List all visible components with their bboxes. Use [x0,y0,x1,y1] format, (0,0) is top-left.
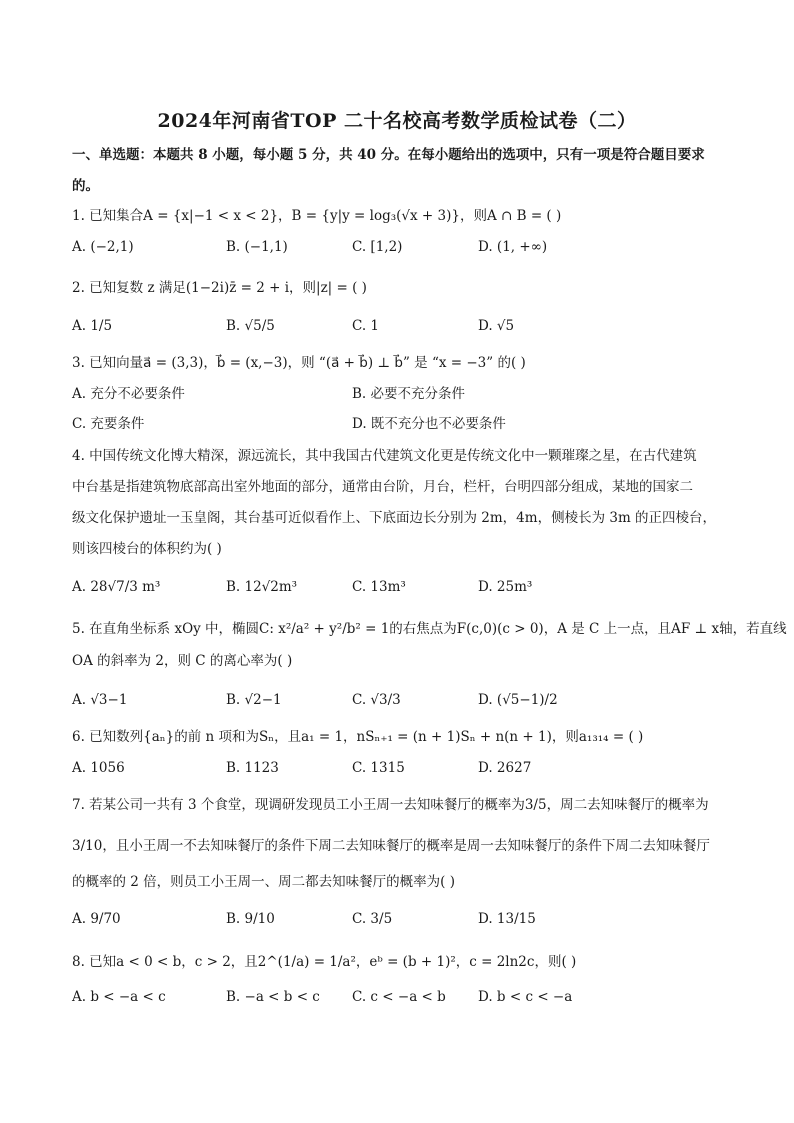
q2-option-a: A. 1/5 [72,318,113,334]
question-5-line-2: OA 的斜率为 2，则 C 的离心率为( ) [72,653,293,669]
q3-option-b: B. 必要不充分条件 [352,386,466,402]
q3-option-d: D. 既不充分也不必要条件 [352,416,506,432]
q7-option-c: C. 3/5 [352,911,393,927]
q8-option-a: A. b < −a < c [72,989,166,1005]
q4-option-d: D. 25m³ [478,579,533,595]
q4-option-a: A. 28√7/3 m³ [72,579,161,595]
q6-option-b: B. 1123 [226,760,279,776]
question-7-line-1: 7. 若某公司一共有 3 个食堂，现调研发现员工小王周一去知味餐厅的概率为3/5，周二去知味餐厅的概率为 [72,797,709,813]
q7-option-d: D. 13/15 [478,911,536,927]
q6-option-c: C. 1315 [352,760,405,776]
q1-option-a: A. (−2,1) [72,239,134,255]
question-4-line-4: 则该四棱台的体积约为( ) [72,541,222,557]
exam-title: 2024年河南省TOP 二十名校高考数学质检试卷（二） [157,110,637,132]
question-2: 2. 已知复数 z 满足(1−2i)z̄ = 2 + i，则|z| = ( ) [72,280,367,296]
question-3: 3. 已知向量a⃗ = (3,3)，b⃗ = (x,−3)，则 “(a⃗ + b⃗) ⊥ b⃗” 是 “x = −3” 的( ) [72,355,526,371]
q4-option-c: C. 13m³ [352,579,406,595]
section-header-cont: 的。 [72,178,99,194]
question-4-line-2: 中台基是指建筑物底部高出室外地面的部分，通常由台阶，月台，栏杆，台明四部分组成，某地的国家二 [72,479,693,495]
q1-option-c: C. [1,2) [352,239,403,255]
q2-option-c: C. 1 [352,318,380,334]
q5-option-a: A. √3−1 [72,692,128,708]
question-8: 8. 已知a < 0 < b，c > 2，且2^(1/a) = 1/a²，eᵇ = (b + 1)²，c = 2ln2c，则( ) [72,954,577,970]
q4-option-b: B. 12√2m³ [226,579,298,595]
q5-option-c: C. √3/3 [352,692,401,708]
question-4-line-1: 4. 中国传统文化博大精深，源远流长，其中我国古代建筑文化更是传统文化中一颗璀璨之星，在古代建筑 [72,448,697,464]
question-7-line-3: 的概率的 2 倍，则员工小王周一、周二都去知味餐厅的概率为( ) [72,874,455,890]
q2-option-b: B. √5/5 [226,318,275,334]
question-6: 6. 已知数列{aₙ}的前 n 项和为Sₙ，且a₁ = 1，nSₙ₊₁ = (n + 1)Sₙ + n(n + 1)，则a₁₃₁₄ = ( ) [72,729,644,745]
q3-option-c: C. 充要条件 [72,416,145,432]
question-7-line-2: 3/10，且小王周一不去知味餐厅的条件下周二去知味餐厅的概率是周一去知味餐厅的条件下周二去知味餐厅 [72,838,710,854]
q8-option-c: C. c < −a < b [352,989,446,1005]
q6-option-d: D. 2627 [478,760,532,776]
question-4-line-3: 级文化保护遗址一玉皇阁，其台基可近似看作上、下底面边长分别为 2m，4m，侧棱长为 3m 的正四棱台， [72,510,717,526]
q8-option-b: B. −a < b < c [226,989,320,1005]
section-header: 一、单选题：本题共 8 小题，每小题 5 分，共 40 分。在每小题给出的选项中，只有一项是符合题目要求 [72,147,705,163]
q1-option-d: D. (1, +∞) [478,239,548,255]
q8-option-d: D. b < c < −a [478,989,573,1005]
q3-option-a: A. 充分不必要条件 [72,386,185,402]
q2-option-d: D. √5 [478,318,515,334]
question-5-line-1: 5. 在直角坐标系 xOy 中，椭圆C: x²/a² + y²/b² = 1的右焦点为F(c,0)(c > 0)，A 是 C 上一点，且AF ⊥ x轴，若直线 [72,621,787,637]
q5-option-d: D. (√5−1)/2 [478,692,558,708]
q6-option-a: A. 1056 [72,760,125,776]
question-1: 1. 已知集合A = {x|−1 < x < 2}，B = {y|y = log₃(√x + 3)}，则A ∩ B = ( ) [72,208,562,224]
q7-option-a: A. 9/70 [72,911,121,927]
q5-option-b: B. √2−1 [226,692,282,708]
q7-option-b: B. 9/10 [226,911,275,927]
q1-option-b: B. (−1,1) [226,239,288,255]
